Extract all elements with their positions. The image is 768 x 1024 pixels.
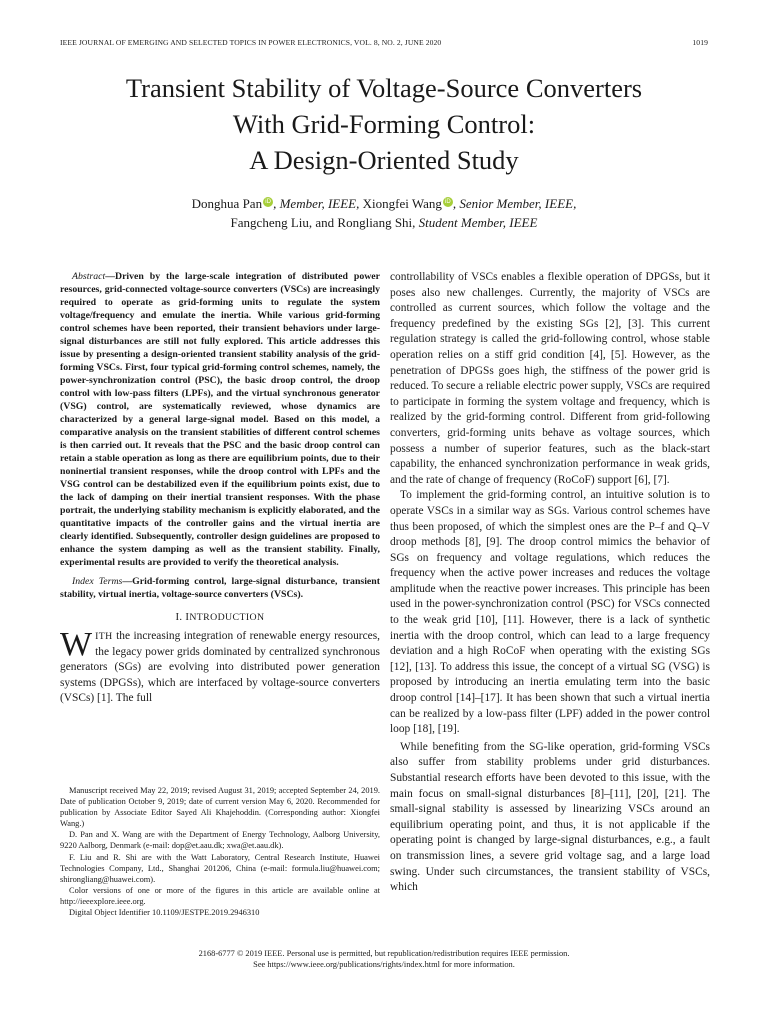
footnote-manuscript: Manuscript received May 22, 2019; revised August 31, 2019; accepted September 24, 2019. Date of publication October 9, 2019; date of current version May 6, 2020. Recommended for publication by Associate Editor Sayed Ali Khajehoddin. (Corresponding author: Xiongfei Wang.) — [60, 786, 380, 829]
section-title: NTRODUCTION — [189, 612, 265, 623]
footnote-doi: Digital Object Identifier 10.1109/JESTPE.2019.2946310 — [69, 908, 260, 918]
author-name: Donghua Pan — [191, 196, 263, 211]
footnote-affiliation-2: F. Liu and R. Shi are with the Watt Laboratory, Central Research Institute, Huawei Technologies Company, Ltd., Shanghai 201206, China (e-mail: formula.liu@huawei.com; shirongliang@huawei.com). — [60, 852, 380, 884]
right-column — [390, 270, 710, 896]
section-heading — [60, 610, 380, 625]
author-names: Fangcheng Liu, and Rongliang Shi, — [230, 215, 419, 230]
body-paragraph: To implement the grid-forming control, an intuitive solution is to operate VSCs in a similar way as SGs. Various control schemes have thus been proposed, of which the simplest ones are the P–f and Q–V droop methods [8], [9]. The droop control mimics the behavior of SGs on frequency and voltage regulations, which reduces the frequency when the active power increases and reduces the voltage amplitude when the reactive power increases. This principle has been used in the power-synchronization control (PSC) for VSCs connected to the weak grid [10], [11]. However, there is a lack of synthetic inertia with the droop control, which can lead to a large frequency deviation and a high RoCoF when operating with the existing SGs [12], [13]. To address this issue, the concept of a virtual SG (VSG) is proposed by introducing an inertia emulating term into the basic droop control [14]–[17]. It has been shown that such a virtual inertia can be realized by a low-pass filter (LPF) added in the power control loop [18], [19]. — [390, 489, 710, 736]
author-name: Xiongfei Wang — [362, 196, 442, 211]
intro-paragraph — [60, 626, 380, 707]
title-line-1: Transient Stability of Voltage-Source Converters — [125, 73, 643, 103]
running-header — [60, 38, 708, 50]
orcid-icon[interactable]: iD — [263, 197, 273, 207]
abstract — [60, 270, 380, 569]
body-paragraph: controllability of VSCs enables a flexible operation of DPGSs, but it poses also new challenges. Currently, the majority of VSCs are controlled as current sources, which follow the voltage and the frequency predefined by the existing SGs [2], [3]. This current regulation strategy is called the grid-following control, whose stable operation relies on a stiff grid condition [4], [5]. However, as the penetration of DPGSs goes high, the stiffness of the power grid is reduced. To secure a reliable electric power supply, VSCs are required to participate in forming the system voltage and frequency, which is realized by the grid-forming control. Different from grid-following converters, grid-forming units behave as voltage sources, which possess a number of superior features, such as the black-start capability, the enhanced synchronization performance in weak grids, and the rate of change of frequency (RoCoF) support [6], [7]. — [390, 271, 711, 486]
intro-text: the increasing integration of renewable energy resources, the legacy power grids dominated by centralized synchronous generators (SGs) are evolving into distributed power generation systems (DPGSs), which are interfaced by voltage-source converters (VSCs) [1]. The full — [60, 630, 380, 705]
left-column — [60, 270, 380, 707]
page-number: 1019 — [692, 38, 708, 47]
title-line-3: A Design-Oriented Study — [249, 145, 519, 175]
body-paragraph: While benefiting from the SG-like operation, grid-forming VSCs also suffer from stability problems under grid disturbances. Substantial research efforts have been devoted to this issue, with the main focus on small-signal disturbances [8]–[11], [20], [21]. The small-signal stability is assessed by linearizing VSCs around an equilibrium operating point, and thus, it is not applicable if the operating point is changed by large-signal disturbances, e.g., a fault on transmission lines, a severe grid voltage sag, and a large load swing. Under such circumstances, the transient stability of VSCs, which — [390, 740, 710, 894]
copyright-line-1: 2168-6777 © 2019 IEEE. Personal use is permitted, but republication/redistribution requires IEEE permission. — [198, 949, 570, 958]
abstract-label: Abstract — [72, 271, 106, 282]
copyright-line-2: See https://www.ieee.org/publications/rights/index.html for more information. — [253, 960, 515, 969]
author-role: , Member, IEEE, — [273, 196, 363, 211]
title-line-2: With Grid-Forming Control: — [232, 109, 536, 139]
index-terms-text: —Grid-forming control, large-signal disturbance, transient stability, virtual inertia, voltage-source converters (VSCs). — [60, 576, 380, 600]
author-list — [40, 194, 728, 232]
index-terms-label: Index Terms — [72, 576, 123, 587]
orcid-icon[interactable]: iD — [443, 197, 453, 207]
author-role: Student Member, IEEE — [418, 215, 538, 230]
footnote-affiliation-1: D. Pan and X. Wang are with the Department of Energy Technology, Aalborg University, 9220 Aalborg, Denmark (e-mail: dop@et.aau.dk; xwa@et.aau.dk). — [60, 830, 380, 851]
author-line-1 — [40, 194, 728, 213]
journal-name: IEEE JOURNAL OF EMERGING AND SELECTED TOPICS IN POWER ELECTRONICS, VOL. 8, NO. 2, JUNE 2020 — [60, 38, 442, 47]
footnote-color: Color versions of one or more of the figures in this article are available online at http://ieeexplore.ieee.org. — [60, 885, 380, 906]
footnotes — [60, 785, 380, 918]
drop-cap: W — [60, 626, 93, 663]
author-line-2 — [40, 213, 728, 232]
paper-title — [40, 70, 728, 178]
author-role: , Senior Member, IEEE, — [452, 196, 577, 211]
section-numeral: I. I — [175, 611, 190, 623]
index-terms — [60, 575, 380, 601]
intro-first-word: ITH — [95, 631, 113, 642]
copyright-notice — [60, 948, 708, 970]
abstract-text: —Driven by the large-scale integration of distributed power resources, grid-connected voltage-source converters (VSCs) are increasingly required to operate as grid-forming units to regulate the system voltage/frequency and emulate the inertia. While various grid-forming control schemes have been reported, their transient behaviors under large-signal disturbances are still not fully explored. This article addresses this issue by presenting a design-oriented transient stability analysis of the grid-forming VSCs. First, four typical grid-forming control schemes, namely, the power-synchronization control (PSC), the basic droop control, the droop control with low-pass filters (LPFs), and the virtual synchronous generator (VSG) control, are systematically reviewed, whose dynamics are characterized by a general large-signal model. Based on this model, a comparative analysis on the transient stabilities of different control schemes is then carried out. It reveals that the PSC and the basic droop control can retain a stable operation as long as there are equilibrium points, due to their noninertial transient responses, while the droop control with LPFs and the VSG control can be destabilized even if the equilibrium points exist, due to the lack of damping on their inertial transient responses. With the phase portrait, the underlying stability mechanism is explicitly elaborated, and the quantitative impacts of the controller gains and the virtual inertia are clearly identified. Subsequently, controller design guidelines are proposed to enhance the system damping as well as the transient stability. Finally, experimental results are provided to verify the theoretical analysis. — [60, 271, 380, 568]
